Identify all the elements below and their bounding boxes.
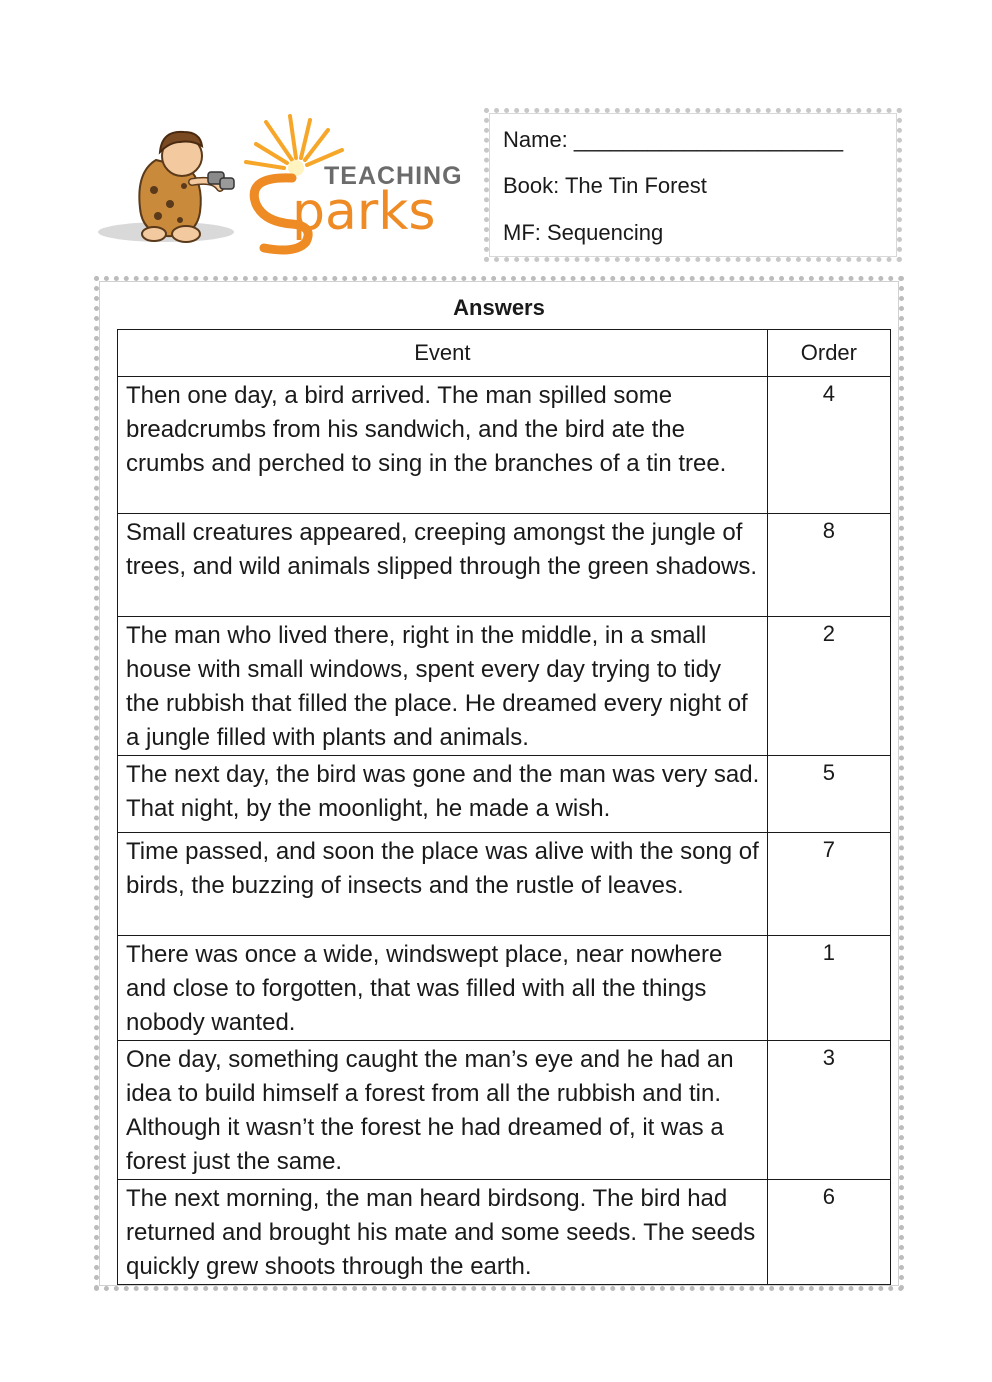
name-field[interactable]: Name: ______________________ [503,127,844,152]
teaching-sparks-logo [96,112,466,258]
order-cell: 8 [767,514,890,617]
event-column-header: Event [118,330,768,377]
order-cell: 3 [767,1041,890,1180]
table-row [118,377,891,514]
order-cell: 5 [767,756,890,833]
mf-label: MF: Sequencing [503,220,664,245]
event-cell: Small creatures appeared, creeping amongst the jungle of trees, and wild animals slipped through the green shadows. [118,514,768,617]
event-cell: One day, something caught the man’s eye and he had an idea to build himself a forest from all the rubbish and tin. Although it wasn’t the forest he had dreamed of, it was a forest just the same. [118,1041,768,1180]
order-cell: 7 [767,833,890,936]
order-column-header: Order [767,330,890,377]
event-cell: The next morning, the man heard birdsong. The bird had returned and brought his mate and some seeds. The seeds quickly grew shoots through the earth. [118,1180,768,1285]
table-row [118,936,891,1041]
order-cell: 4 [767,377,890,514]
table-row [118,1180,891,1285]
table-header-row [118,330,891,377]
table-row [118,1041,891,1180]
table-row [118,514,891,617]
logo-sparks-text: parks [292,182,436,242]
worksheet-info-box [484,108,902,262]
table-row [118,833,891,936]
event-cell: Then one day, a bird arrived. The man spilled some breadcrumbs from his sandwich, and the bird ate the crumbs and perched to sing in the branches of a tin tree. [118,377,768,514]
table-row [118,617,891,756]
order-cell: 6 [767,1180,890,1285]
answers-frame [94,276,904,1291]
answers-title: Answers [453,295,545,320]
table-row [118,756,891,833]
event-cell: Time passed, and soon the place was alive with the song of birds, the buzzing of insects and the rustle of leaves. [118,833,768,936]
order-cell: 2 [767,617,890,756]
order-cell: 1 [767,936,890,1041]
sequencing-table [117,329,891,1285]
event-cell: There was once a wide, windswept place, near nowhere and close to forgotten, that was filled with all the things nobody wanted. [118,936,768,1041]
event-cell: The man who lived there, right in the middle, in a small house with small windows, spent every day trying to tidy the rubbish that filled the place. He dreamed every night of a jungle filled with plants and animals. [118,617,768,756]
logo-teaching-text: TEACHING [324,162,463,190]
event-cell: The next day, the bird was gone and the man was very sad. That night, by the moonlight, he made a wish. [118,756,768,833]
book-label: Book: The Tin Forest [503,173,707,198]
